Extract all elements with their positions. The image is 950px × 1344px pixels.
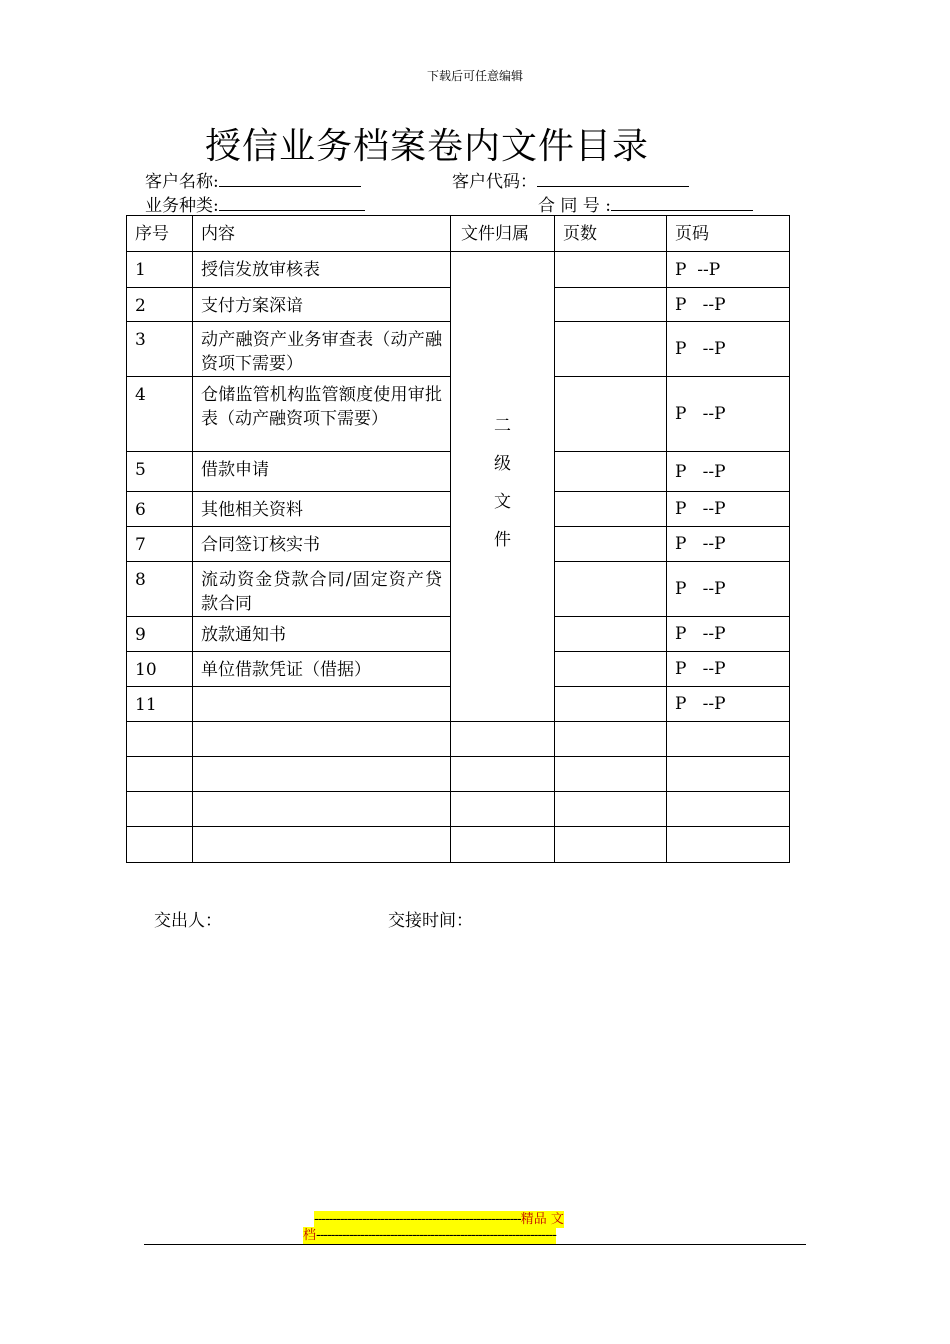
- row-no: 2: [127, 288, 193, 322]
- empty-cell: [193, 792, 451, 827]
- row-content: 授信发放审核表: [193, 252, 451, 288]
- header-pages: 页数: [555, 216, 667, 252]
- row-page-range: P --P: [667, 288, 790, 322]
- attribution-char: 件: [494, 529, 511, 550]
- customer-code-field: [452, 167, 689, 192]
- row-page-range: P --P: [667, 617, 790, 652]
- empty-cell: [451, 792, 555, 827]
- empty-cell: [127, 757, 193, 792]
- attribution-char: 级: [494, 453, 511, 474]
- row-content: [193, 687, 451, 722]
- empty-cell: [451, 827, 555, 863]
- empty-cell: [127, 722, 193, 757]
- attribution-char: 二: [494, 415, 511, 436]
- empty-cell: [667, 722, 790, 757]
- row-no: 4: [127, 377, 193, 452]
- watermark-text: 精品 文: [520, 1212, 564, 1227]
- row-no: 3: [127, 322, 193, 377]
- customer-code-blank: [537, 170, 689, 187]
- empty-cell: [667, 827, 790, 863]
- table-header-row: [127, 216, 790, 252]
- empty-cell: [127, 827, 193, 863]
- row-page-range: P --P: [667, 322, 790, 377]
- empty-cell: [555, 827, 667, 863]
- row-pages: [555, 452, 667, 492]
- row-no: 8: [127, 562, 193, 617]
- customer-name-field: [145, 167, 361, 192]
- customer-name-blank: [219, 170, 361, 187]
- row-content: 单位借款凭证（借据）: [193, 652, 451, 687]
- empty-cell: [555, 792, 667, 827]
- row-pages: [555, 527, 667, 562]
- empty-cell: [451, 722, 555, 757]
- row-content: 放款通知书: [193, 617, 451, 652]
- watermark-line-2: [303, 1227, 556, 1244]
- row-no: 7: [127, 527, 193, 562]
- contract-no-blank: [611, 194, 753, 211]
- empty-row: [127, 827, 790, 863]
- row-page-range: P --P: [667, 652, 790, 687]
- row-content: 其他相关资料: [193, 492, 451, 527]
- row-no: 1: [127, 252, 193, 288]
- row-no: 10: [127, 652, 193, 687]
- business-type-field: [145, 191, 365, 216]
- empty-cell: [555, 722, 667, 757]
- business-type-label: 业务种类:: [145, 196, 219, 216]
- header-page-range: 页码: [667, 216, 790, 252]
- watermark-dashes: --------------------------------------------------------: [314, 1212, 521, 1227]
- empty-cell: [193, 722, 451, 757]
- contract-no-label: 合 同 号 :: [538, 196, 611, 216]
- row-pages: [555, 322, 667, 377]
- empty-cell: [667, 757, 790, 792]
- row-pages: [555, 687, 667, 722]
- header-no: 序号: [127, 216, 193, 252]
- header-content: 内容: [193, 216, 451, 252]
- watermark-line-1: [314, 1211, 564, 1228]
- empty-row: [127, 792, 790, 827]
- row-page-range: P --P: [667, 562, 790, 617]
- customer-name-label: 客户名称:: [145, 172, 219, 192]
- empty-cell: [555, 757, 667, 792]
- row-no: 9: [127, 617, 193, 652]
- row-pages: [555, 562, 667, 617]
- attribution-cell: [451, 252, 555, 722]
- empty-cell: [451, 757, 555, 792]
- row-pages: [555, 377, 667, 452]
- row-pages: [555, 617, 667, 652]
- page-title: 授信业务档案卷内文件目录: [205, 126, 650, 167]
- row-content: 动产融资产业务审查表（动产融资项下需要）: [193, 322, 451, 377]
- row-no: 6: [127, 492, 193, 527]
- row-content: 支付方案深谙: [193, 288, 451, 322]
- handover-time-label: 交接时间：: [388, 911, 473, 931]
- handover-by-label: 交出人：: [154, 911, 222, 931]
- footer-rule: [144, 1244, 806, 1245]
- row-content: 流动资金贷款合同/固定资产贷款合同: [193, 562, 451, 617]
- row-no: 5: [127, 452, 193, 492]
- row-pages: [555, 652, 667, 687]
- empty-cell: [667, 792, 790, 827]
- row-pages: [555, 492, 667, 527]
- row-no: 11: [127, 687, 193, 722]
- row-content: 借款申请: [193, 452, 451, 492]
- contract-no-field: [538, 191, 753, 216]
- file-catalog-table: [126, 215, 790, 863]
- customer-code-label: 客户代码：: [452, 172, 537, 192]
- attribution-char: 文: [494, 491, 511, 512]
- row-page-range: P --P: [667, 687, 790, 722]
- watermark-text: 档: [303, 1228, 317, 1243]
- row-pages: [555, 288, 667, 322]
- row-page-range: P --P: [667, 492, 790, 527]
- empty-cell: [127, 792, 193, 827]
- row-content: 仓储监管机构监管额度使用审批表（动产融资项下需要）: [193, 377, 451, 452]
- row-page-range: P --P: [667, 452, 790, 492]
- empty-cell: [193, 827, 451, 863]
- row-pages: [555, 252, 667, 288]
- header-attribution: 文件归属: [451, 216, 555, 252]
- empty-row: [127, 722, 790, 757]
- row-page-range: P --P: [667, 377, 790, 452]
- row-content: 合同签订核实书: [193, 527, 451, 562]
- watermark-dashes: -----------------------------------------------------------------: [316, 1228, 556, 1243]
- header-note: 下载后可任意编辑: [426, 69, 523, 83]
- table-row: [127, 252, 790, 288]
- row-page-range: P --P: [667, 527, 790, 562]
- business-type-blank: [219, 194, 365, 211]
- empty-cell: [193, 757, 451, 792]
- row-page-range: P --P: [667, 252, 790, 288]
- attribution-vertical-text: [451, 407, 554, 559]
- empty-row: [127, 757, 790, 792]
